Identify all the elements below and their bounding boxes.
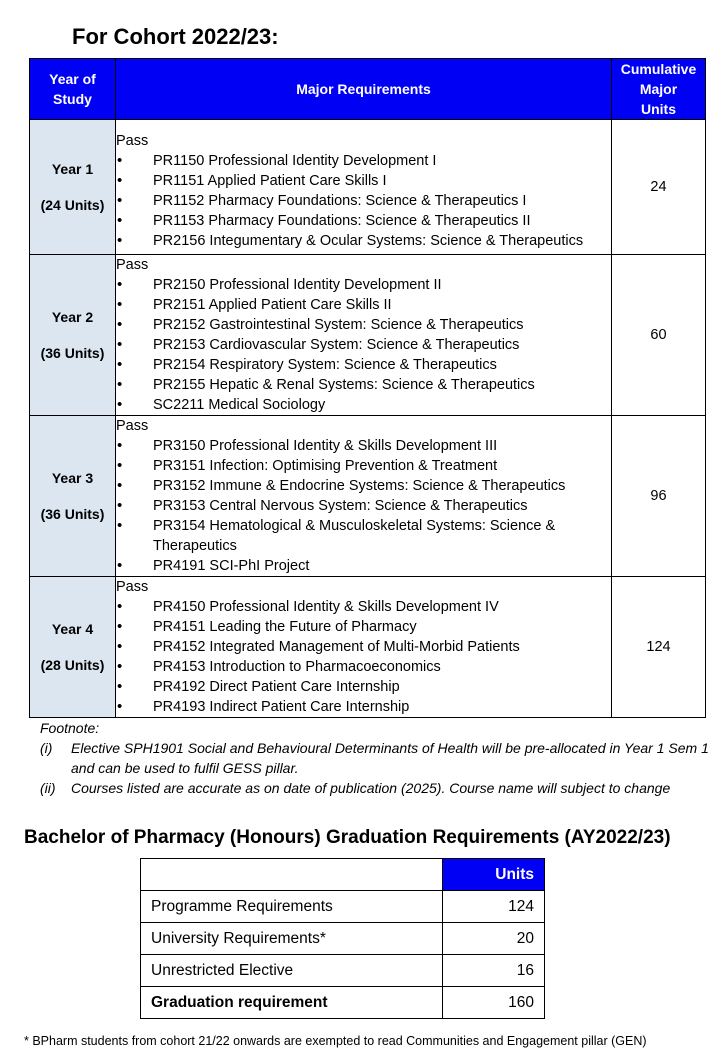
- table-row: [30, 416, 706, 577]
- list-item: • PR3152 Immune & Endocrine Systems: Science & Therapeutics: [116, 476, 611, 496]
- requirement-units: 124: [443, 891, 545, 923]
- list-item: • PR2154 Respiratory System: Science & Therapeutics: [116, 355, 611, 375]
- year-cell: [30, 120, 116, 255]
- requirements-cell: [116, 255, 612, 416]
- requirement-units: 160: [443, 987, 545, 1019]
- list-item: • PR3150 Professional Identity & Skills Development III: [116, 436, 611, 456]
- year-units-label: (36 Units): [40, 506, 105, 522]
- course-list: [116, 275, 611, 415]
- list-item: • PR2151 Applied Patient Care Skills II: [116, 295, 611, 315]
- requirement-label: University Requirements*: [141, 923, 443, 955]
- requirement-units: 20: [443, 923, 545, 955]
- table-row: [30, 120, 706, 255]
- footnote-text: Courses listed are accurate as on date of publication (2025). Course name will subject to change: [71, 780, 671, 796]
- table-row: [141, 891, 545, 923]
- requirement-label: Programme Requirements: [141, 891, 443, 923]
- table-row: [141, 923, 545, 955]
- graduation-requirements-table: [140, 858, 545, 1019]
- list-item: • PR2155 Hepatic & Renal Systems: Science & Therapeutics: [116, 375, 611, 395]
- cumulative-units-cell: 60: [612, 255, 706, 416]
- footnote-title: Footnote:: [40, 720, 100, 736]
- list-item: • PR2156 Integumentary & Ocular Systems: Science & Therapeutics: [116, 231, 611, 251]
- cumulative-units-header: [612, 59, 706, 120]
- footnote-text: Elective SPH1901 Social and Behavioural Determinants of Health will be pre-allocated in Year 1 Sem 1 and can be used to fulfil GESS pillar.: [71, 740, 709, 776]
- requirement-label: Graduation requirement: [141, 987, 443, 1019]
- graduation-requirements-title: Bachelor of Pharmacy (Honours) Graduation Requirements (AY2022/23): [24, 827, 671, 848]
- year-label: Year 4: [51, 621, 94, 637]
- cohort-title: For Cohort 2022/23:: [72, 24, 279, 49]
- table-row: [141, 987, 545, 1019]
- year-units-label: (36 Units): [40, 345, 105, 361]
- major-requirements-header: Major Requirements: [116, 59, 612, 120]
- cumulative-header-line: Units: [641, 101, 676, 117]
- bottom-note: * BPharm students from cohort 21/22 onwards are exempted to read Communities and Engagement pillar (GEN): [24, 1034, 647, 1048]
- footnote-number: (i): [40, 740, 53, 756]
- pass-label: Pass: [116, 579, 149, 595]
- list-item: • SC2211 Medical Sociology: [116, 395, 611, 415]
- list-item: • PR3154 Hematological & Musculoskeletal Systems: Science & Therapeutics: [116, 516, 611, 556]
- course-list: [116, 151, 611, 251]
- footnote-item: [40, 738, 720, 778]
- course-list: [116, 436, 611, 576]
- cumulative-header-line: Major: [639, 81, 678, 97]
- year-label: Year 2: [51, 309, 94, 325]
- list-item: • PR2150 Professional Identity Development II: [116, 275, 611, 295]
- list-item: • PR2152 Gastrointestinal System: Science & Therapeutics: [116, 315, 611, 335]
- graduation-header-row: [141, 859, 545, 891]
- year-cell: [30, 255, 116, 416]
- list-item: • PR1153 Pharmacy Foundations: Science & Therapeutics II: [116, 211, 611, 231]
- footnote-item: [40, 778, 720, 798]
- year-units-label: (24 Units): [40, 197, 105, 213]
- list-item: • PR1152 Pharmacy Foundations: Science & Therapeutics I: [116, 191, 611, 211]
- list-item: • PR4150 Professional Identity & Skills Development IV: [116, 597, 611, 617]
- list-item: • PR3151 Infection: Optimising Prevention & Treatment: [116, 456, 611, 476]
- cumulative-header-line: Cumulative: [620, 61, 697, 77]
- list-item: • PR4152 Integrated Management of Multi-Morbid Patients: [116, 637, 611, 657]
- list-item: • PR1151 Applied Patient Care Skills I: [116, 171, 611, 191]
- table-row: [141, 955, 545, 987]
- list-item: • PR4193 Indirect Patient Care Internship: [116, 697, 611, 717]
- pass-label: Pass: [116, 257, 149, 273]
- year-of-study-header: [30, 59, 116, 120]
- requirements-cell: [116, 577, 612, 718]
- list-item: • PR4192 Direct Patient Care Internship: [116, 677, 611, 697]
- year-cell: [30, 416, 116, 577]
- cumulative-units-cell: 24: [612, 120, 706, 255]
- requirements-cell: [116, 120, 612, 255]
- cumulative-units-cell: 96: [612, 416, 706, 577]
- requirements-cell: [116, 416, 612, 577]
- table-row: [30, 255, 706, 416]
- footnote-number: (ii): [40, 780, 56, 796]
- list-item: • PR1150 Professional Identity Development I: [116, 151, 611, 171]
- list-item: • PR3153 Central Nervous System: Science & Therapeutics: [116, 496, 611, 516]
- year-cell: [30, 577, 116, 718]
- footnote: [40, 718, 720, 798]
- list-item: • PR4151 Leading the Future of Pharmacy: [116, 617, 611, 637]
- units-header: Units: [443, 859, 545, 891]
- table-header-row: [30, 59, 706, 120]
- year-label: Year 3: [51, 470, 94, 486]
- pass-label: Pass: [116, 133, 149, 149]
- major-requirements-table: [29, 58, 706, 718]
- pass-label: Pass: [116, 418, 149, 434]
- year-units-label: (28 Units): [40, 657, 105, 673]
- list-item: • PR4153 Introduction to Pharmacoeconomics: [116, 657, 611, 677]
- cumulative-units-cell: 124: [612, 577, 706, 718]
- list-item: • PR4191 SCI-PhI Project: [116, 556, 611, 576]
- course-list: [116, 597, 611, 717]
- blank-header-cell: [141, 859, 443, 891]
- list-item: • PR2153 Cardiovascular System: Science & Therapeutics: [116, 335, 611, 355]
- year-label: Year 1: [51, 161, 94, 177]
- table-row: [30, 577, 706, 718]
- requirement-units: 16: [443, 955, 545, 987]
- year-header-line: Year of: [49, 71, 96, 87]
- year-header-line: Study: [53, 91, 92, 107]
- requirement-label: Unrestricted Elective: [141, 955, 443, 987]
